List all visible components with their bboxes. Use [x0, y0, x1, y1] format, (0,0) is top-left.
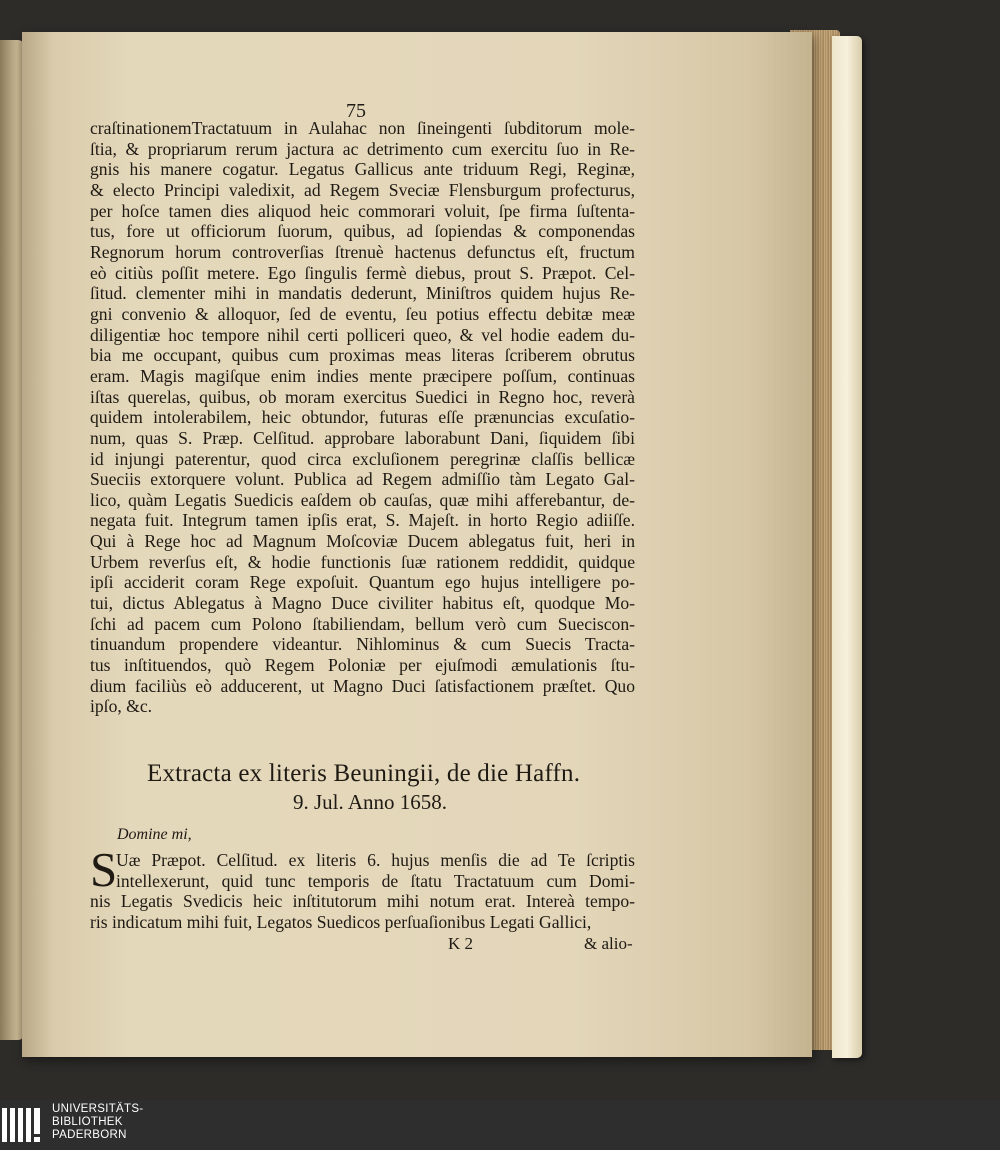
body-text-line: Regnorum horum controverſias ſtrenuè hactenus defunctus eſt, fructum [90, 241, 635, 262]
body-text-line: tus, fore ut officiorum ſuorum, quibus, ad ſopiendas & componendas [90, 221, 635, 242]
letter-text-line: ris indicatum mihi fuit, Legatos Suedicos perſuaſionibus Legati Gallici, [90, 911, 592, 932]
letter-text-line: intellexerunt, quid tunc temporis de ſtatu Tractatuum cum Domi- [116, 870, 635, 891]
letter-text-line: nis Legatis Svedicis heic inſtitutorum mihi notum erat. Intereà tempo- [90, 891, 635, 912]
catchword: & alio- [584, 934, 633, 953]
book-cover-edge [832, 36, 862, 1058]
body-text-line: Sueciis extorquere volunt. Publica ad Regem admiſſio tàm Legato Gal- [90, 469, 635, 490]
body-text-line: ipſo, &c. [90, 696, 153, 717]
body-text-line: gnis his manere cogatur. Legatus Gallicus ante triduum Regi, Reginæ, [90, 159, 635, 180]
logo-line: BIBLIOTHEK [52, 1116, 123, 1128]
salutation: Domine mi, [117, 826, 192, 843]
body-text-line: eò citiùs poſſit metere. Ego ſingulis fermè diebus, prout S. Præpot. Cel- [90, 262, 635, 283]
body-text [90, 118, 635, 717]
body-text-line: & electo Principi valedixit, ad Regem Sveciæ Flensburgum profecturus, [90, 179, 635, 200]
left-page-edge [0, 40, 24, 1040]
letter-text-line: Uæ Præpot. Celſitud. ex literis 6. hujus menſis die ad Te ſcriptis [116, 850, 635, 870]
library-logo-text [52, 1103, 143, 1142]
section-date: 9. Jul. Anno 1658. [293, 790, 448, 814]
body-text-line: tinuandum propendere videantur. Nihlominus & cum Suecis Tracta- [90, 634, 635, 655]
signature-mark: K 2 [448, 934, 474, 953]
body-text-line: bia me occupant, quibus cum proximas meas literas ſcriberem obrutus [90, 345, 635, 366]
body-text-line: quidem intolerabilem, heic obtundor, futuras eſſe prænuncias excuſatio- [90, 407, 635, 428]
body-text-line: lico, quàm Legatis Suedicis eaſdem ob cauſas, quæ mihi afferebantur, de- [90, 489, 635, 510]
body-text-line: iſtas querelas, quibus, ob moram exercitus Suedici in Regno hoc, reverà [90, 386, 635, 407]
body-text-line: ſchi ad pacem cum Polono ſtabiliendam, bellum verò cum Sueciscon- [90, 613, 635, 634]
body-text-line: eram. Magis magiſque enim indies mente præcipere poſſum, continuas [90, 365, 635, 386]
body-text-line: per hoſce tamen dies aliquod heic commorari voluit, ſpe firma ſuſtenta- [90, 200, 635, 221]
body-text-line: Qui à Rege hoc ad Magnum Moſcoviæ Ducem ablegatus fuit, heri in [90, 531, 635, 552]
body-text-line: Urbem reverſus eſt, & hodie functionis ſuæ rationem reddidit, quidque [90, 551, 635, 572]
drop-cap: S [90, 842, 118, 897]
body-text-line: num, quas S. Præp. Celſitud. approbare laborabunt Dani, ſiquidem ſibi [90, 427, 635, 448]
body-text-line: negata fuit. Integrum tamen ipſis erat, S. Majeſt. in horto Regio adiiſſe. [90, 510, 635, 531]
body-text-line: gni convenio & alloquor, ſed de eventu, ſeu potius effectu debitæ meæ [90, 303, 635, 324]
body-text-line: ſitud. clementer mihi in mandatis dederunt, Miniſtros quidem hujus Re- [90, 283, 635, 304]
body-text-line: ſtia, & propriarum rerum jactura ac detrimento cum exercitu ſuo in Re- [90, 138, 635, 159]
body-text-line: id injungi paterentur, quod circa excluſionem peregrinæ claſſis bellicæ [90, 448, 635, 469]
body-text-line: tui, dictus Ablegatus à Magno Duce civiliter habitus eſt, quodque Mo- [90, 593, 635, 614]
logo-line: UNIVERSITÄTS- [52, 1103, 144, 1115]
body-text-line: tus inſtituendos, quò Regem Poloniæ per ejuſmodi æmulationis ſtu- [90, 655, 635, 676]
library-footer [0, 1100, 1000, 1150]
library-logo-icon [0, 1102, 46, 1148]
body-text-line: diligentiæ hoc tempore nihil certi polliceri queo, & vel hodie eadem du- [90, 324, 635, 345]
section-heading: Extracta ex literis Beuningii, de die Haffn. [147, 760, 581, 787]
body-text-line: ipſi acciderit coram Rege expoſuit. Quantum ego hujus intelligere po- [90, 572, 635, 593]
page-number: 75 [346, 100, 366, 122]
letter-text [90, 842, 635, 933]
body-text-line: craſtinationemTractatuum in Aulahac non ſineingenti ſubditorum mole- [90, 118, 635, 138]
body-text-line: dium faciliùs eò adducerent, ut Magno Duci ſatisfactionem præſtet. Quo [90, 675, 635, 696]
logo-line: PADERBORN [52, 1129, 127, 1141]
